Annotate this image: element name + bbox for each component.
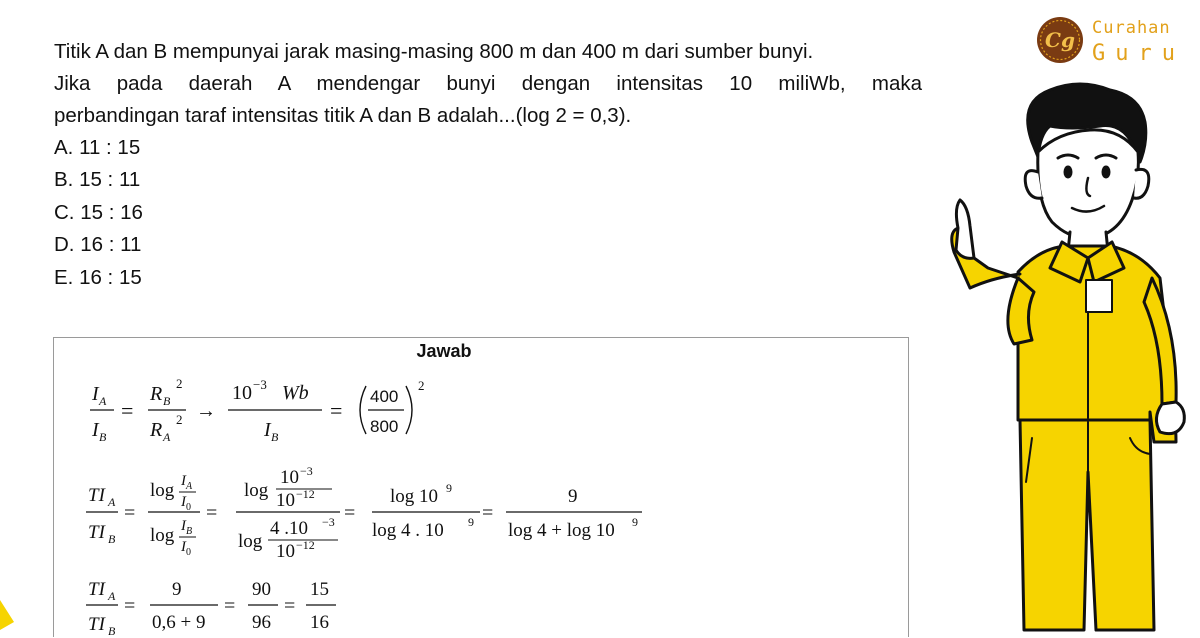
- answer-title: Jawab: [416, 341, 472, 361]
- svg-text:10: 10: [276, 541, 295, 562]
- svg-text:−12: −12: [296, 538, 315, 552]
- svg-text:R: R: [150, 383, 163, 405]
- question-line-3: perbandingan taraf intensitas titik A dan B adalah...(log 2 = 0,3).: [54, 104, 632, 127]
- svg-text:B: B: [99, 430, 107, 444]
- svg-text:9: 9: [632, 515, 638, 529]
- svg-text:800: 800: [370, 417, 399, 436]
- eq1-ia: I: [92, 383, 99, 405]
- svg-text:I: I: [181, 494, 186, 510]
- svg-text:−3: −3: [322, 515, 335, 529]
- svg-text:A: A: [108, 589, 116, 603]
- equation-2: [86, 464, 642, 562]
- svg-text:A: A: [163, 430, 171, 444]
- svg-text:TI: TI: [88, 522, 105, 543]
- svg-text:A: A: [186, 481, 193, 492]
- svg-text:400: 400: [370, 387, 399, 406]
- svg-text:I: I: [181, 539, 186, 555]
- svg-text:log: log: [150, 480, 175, 501]
- option-d[interactable]: D. 16 : 11: [54, 233, 142, 257]
- svg-text:−12: −12: [296, 487, 315, 501]
- svg-text:−3: −3: [253, 377, 267, 392]
- svg-text:I: I: [181, 518, 186, 534]
- svg-text:9: 9: [446, 481, 452, 495]
- svg-text:B: B: [186, 526, 193, 537]
- svg-text:log: log: [238, 531, 263, 552]
- svg-text:R: R: [150, 419, 163, 441]
- svg-text:4 .10: 4 .10: [270, 518, 308, 539]
- corner-accent: [0, 600, 20, 630]
- svg-text:2: 2: [176, 412, 183, 427]
- svg-text:=: =: [121, 398, 134, 423]
- answer-box: [53, 337, 909, 637]
- svg-text:9: 9: [468, 515, 474, 529]
- svg-text:log 4 . 10: log 4 . 10: [372, 520, 444, 541]
- logo-monogram: Cg: [1045, 28, 1075, 52]
- svg-text:0,6 + 9: 0,6 + 9: [152, 612, 206, 633]
- svg-text:90: 90: [252, 579, 271, 600]
- svg-text:10: 10: [276, 490, 295, 511]
- svg-text:9: 9: [568, 486, 578, 507]
- question-text: [54, 36, 922, 132]
- question-line-1: Titik A dan B mempunyai jarak masing-masing 800 m dan 400 m dari sumber bunyi.: [54, 40, 814, 63]
- svg-text:0: 0: [186, 502, 191, 513]
- svg-text:A: A: [108, 495, 116, 509]
- svg-text:log: log: [244, 480, 269, 501]
- svg-text:log 10: log 10: [390, 486, 439, 507]
- svg-text:→: →: [196, 400, 216, 422]
- svg-text:TI: TI: [88, 579, 105, 600]
- svg-text:Wb: Wb: [282, 382, 309, 404]
- svg-text:TI: TI: [88, 614, 105, 635]
- svg-text:2: 2: [176, 376, 183, 391]
- svg-text:=: =: [284, 595, 296, 617]
- svg-text:TI: TI: [88, 485, 105, 506]
- svg-text:0: 0: [186, 547, 191, 558]
- solution-equations: [54, 338, 910, 638]
- svg-text:I: I: [181, 473, 186, 489]
- svg-text:=: =: [224, 595, 236, 617]
- svg-text:B: B: [108, 624, 116, 638]
- equation-3: [86, 579, 336, 638]
- cartoon-teacher-figure: [940, 82, 1200, 630]
- svg-text:B: B: [163, 394, 171, 408]
- svg-text:10: 10: [280, 467, 299, 488]
- svg-text:=: =: [124, 502, 136, 524]
- option-c[interactable]: C. 15 : 16: [54, 200, 143, 224]
- option-e[interactable]: E. 16 : 15: [54, 265, 142, 289]
- equation-1: [90, 376, 425, 444]
- logo-word-curahan: Curahan: [1092, 18, 1171, 38]
- svg-text:2: 2: [418, 378, 425, 393]
- option-b[interactable]: B. 15 : 11: [54, 168, 141, 192]
- eq1-num: 10: [232, 382, 252, 404]
- svg-text:=: =: [206, 502, 218, 524]
- svg-text:−3: −3: [300, 464, 313, 478]
- svg-text:=: =: [124, 595, 136, 617]
- logo-word-guru: Guru: [1092, 41, 1185, 66]
- svg-text:=: =: [330, 398, 343, 423]
- svg-text:log 4 + log 10: log 4 + log 10: [508, 520, 615, 541]
- svg-text:log: log: [150, 525, 175, 546]
- option-a[interactable]: A. 11 : 15: [54, 136, 141, 159]
- svg-text:A: A: [99, 394, 107, 408]
- svg-text:9: 9: [172, 579, 182, 600]
- svg-text:=: =: [344, 502, 356, 524]
- svg-text:=: =: [482, 502, 494, 524]
- svg-text:B: B: [271, 430, 279, 444]
- svg-text:I: I: [92, 419, 99, 441]
- svg-text:I: I: [264, 419, 271, 441]
- svg-text:15: 15: [310, 579, 329, 600]
- svg-text:96: 96: [252, 612, 271, 633]
- answer-options: [54, 132, 143, 294]
- svg-text:16: 16: [310, 612, 329, 633]
- curahan-guru-logo[interactable]: [1034, 10, 1194, 70]
- question-line-2: Jika pada daerah A mendengar bunyi dengan intensitas 10 miliWb, maka: [54, 72, 922, 95]
- svg-text:B: B: [108, 532, 116, 546]
